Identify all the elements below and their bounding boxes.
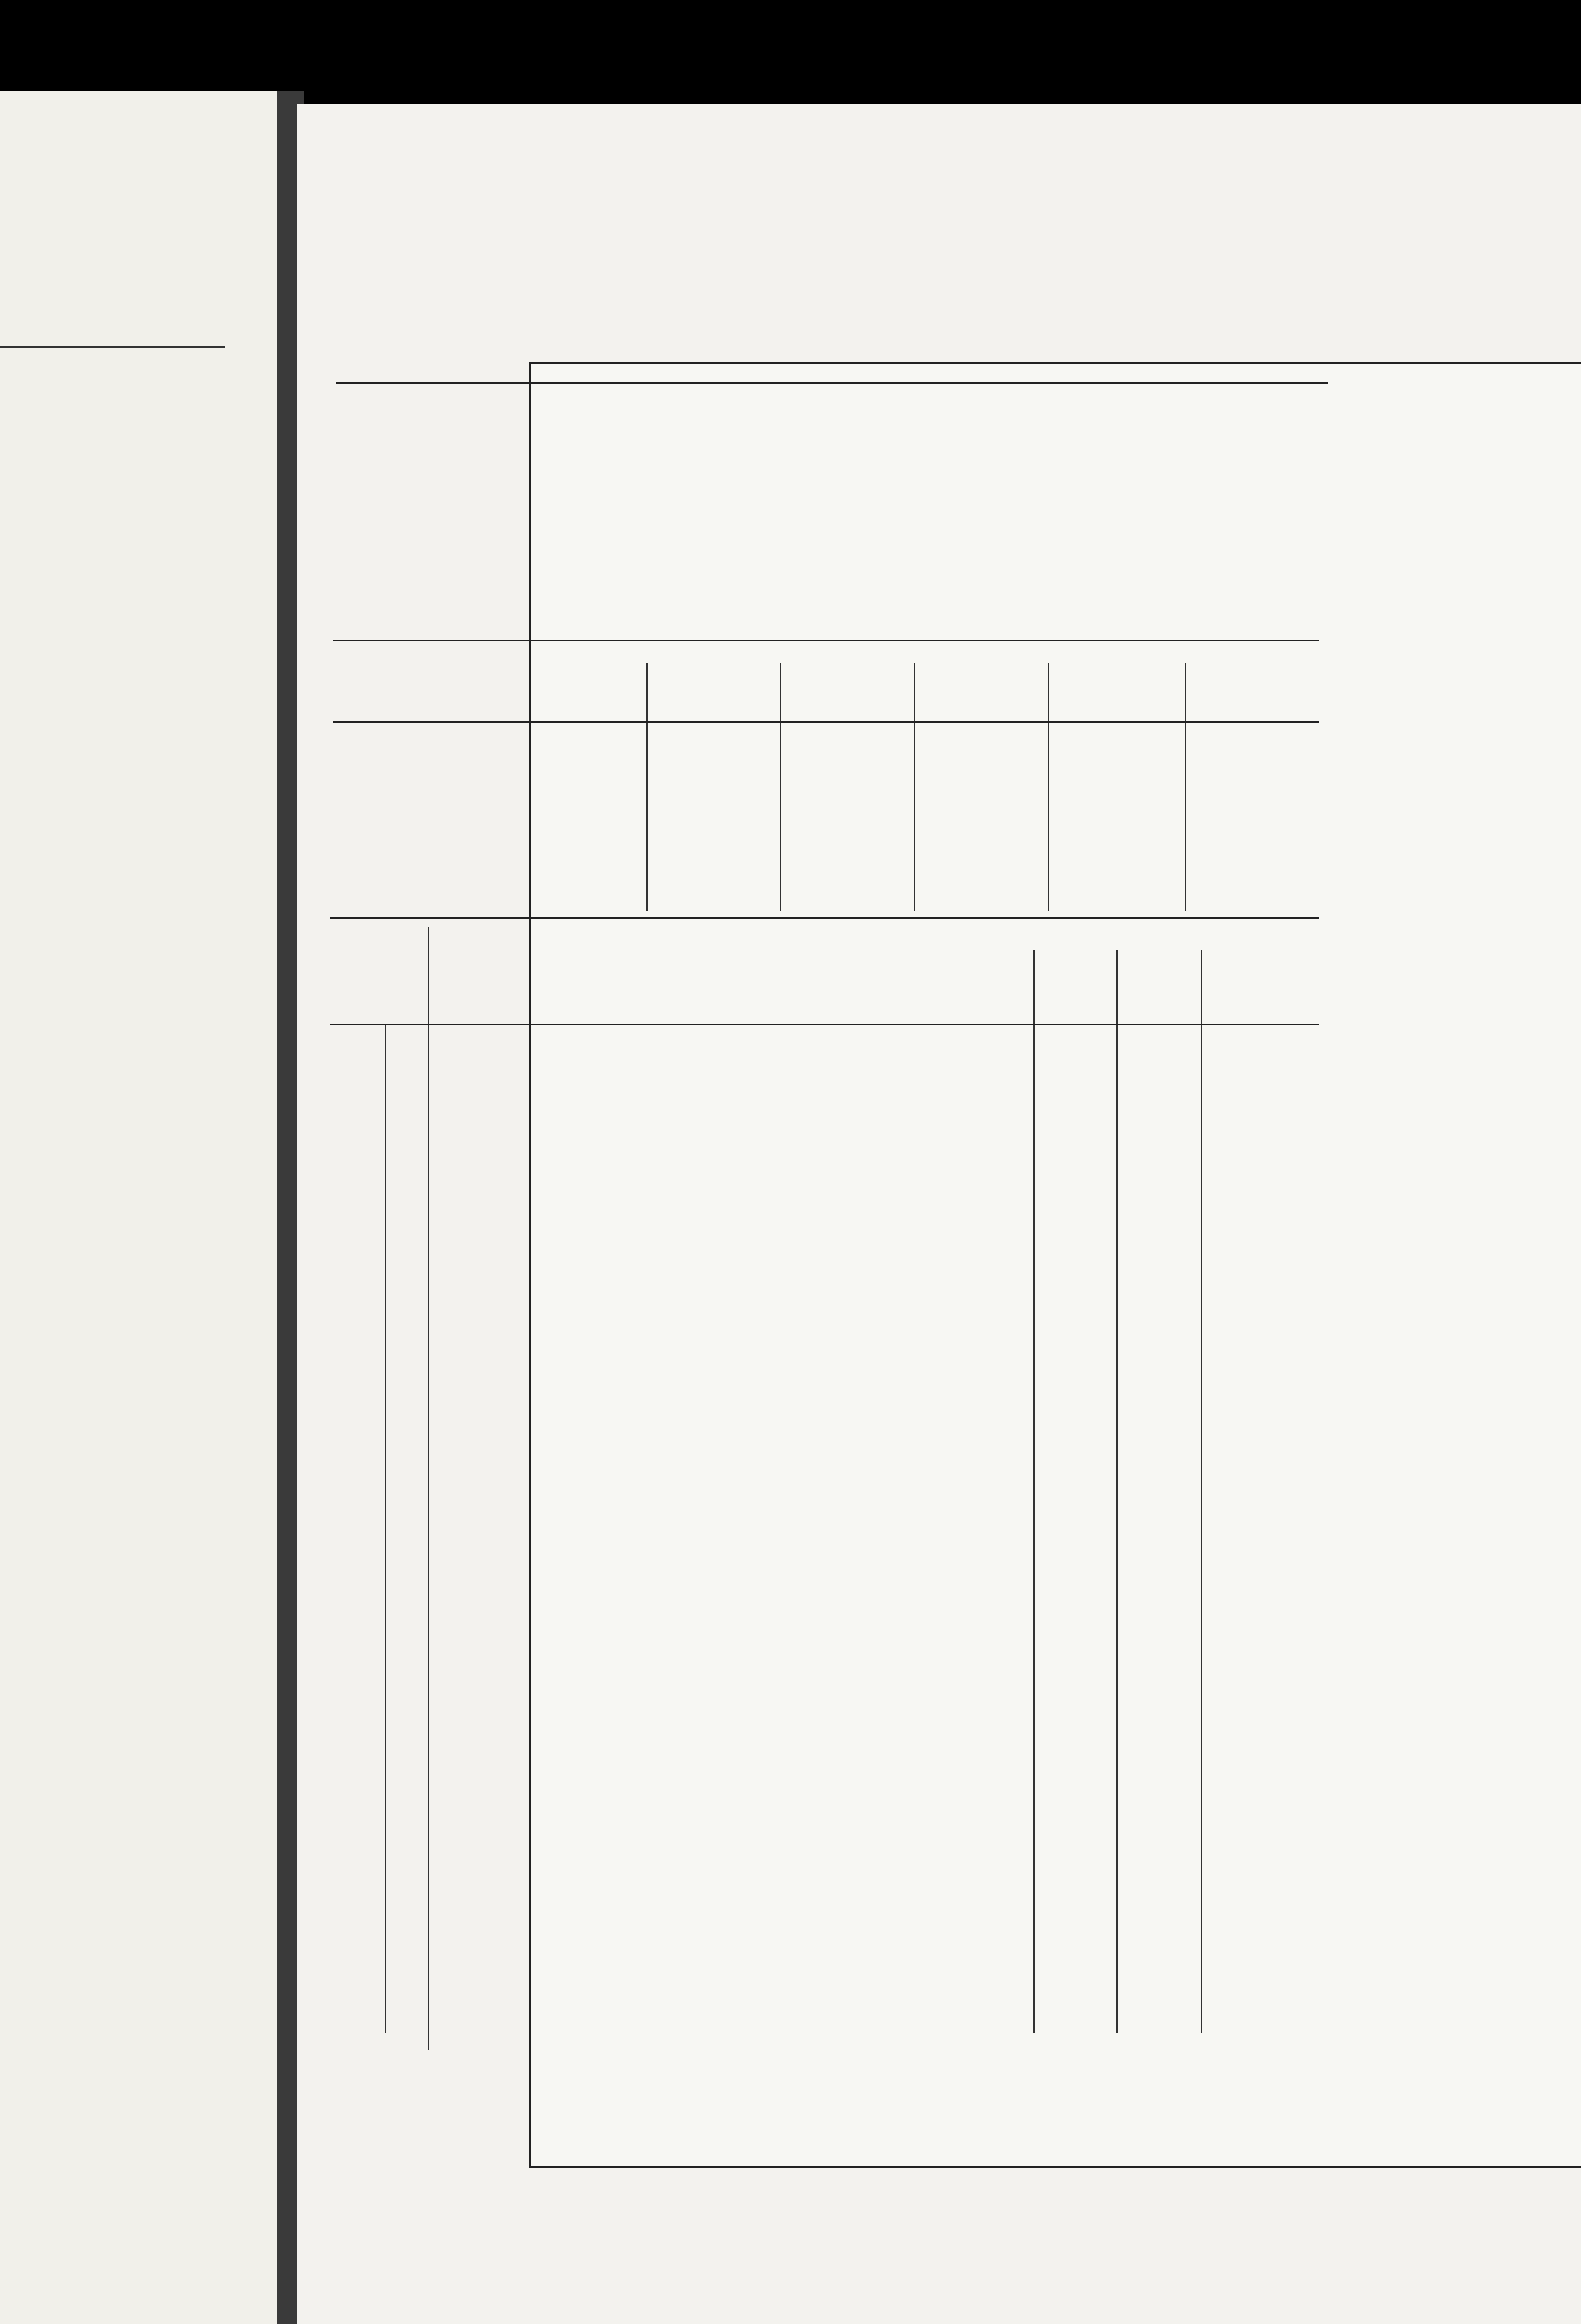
phases-top-rule: [333, 640, 1319, 641]
events-divider: [428, 927, 429, 2050]
phases-divider: [1185, 663, 1186, 911]
left-rule: [0, 346, 225, 348]
phases-units-row: [333, 744, 1325, 776]
events-header-rule: [330, 1024, 1319, 1025]
phases-divider: [780, 663, 781, 911]
phases-divider: [914, 663, 915, 911]
phases-divider: [646, 663, 648, 911]
events-divider: [1033, 950, 1035, 2034]
page-frame: [529, 362, 1581, 2168]
events-divider: [1201, 950, 1202, 2034]
phases-divider: [1048, 663, 1049, 911]
events-divider: [385, 1025, 386, 2034]
header-rule: [336, 382, 1328, 384]
events-divider: [1116, 950, 1118, 2034]
left-page: [0, 91, 277, 2324]
phases-header-rule: [333, 721, 1319, 723]
right-page: [297, 104, 1581, 2324]
phases-bottom-rule: [330, 917, 1319, 919]
